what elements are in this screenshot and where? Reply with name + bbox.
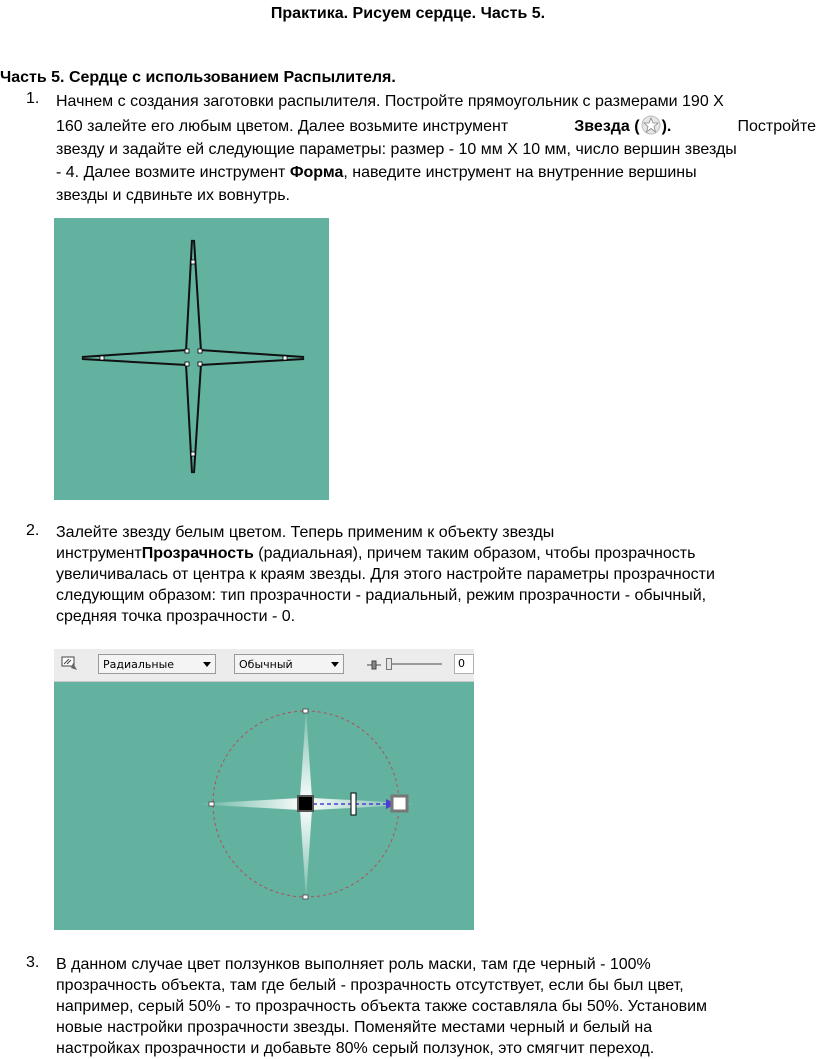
midpoint-slider-icon	[366, 658, 382, 670]
transparency-mode-value: Обычный	[239, 658, 293, 671]
text-line: новые настройки прозрачности звезды. Поменяйте местами черный и белый на	[56, 1019, 653, 1036]
text-line: Постройте	[737, 118, 816, 135]
transparency-preview	[54, 682, 474, 930]
list-number: 3.	[26, 954, 40, 971]
text-line: звезду и задайте ей следующие параметры: размер - 10 мм Х 10 мм, число вершин звезды	[56, 141, 737, 158]
node-handle	[198, 362, 202, 366]
midpoint-value: 0	[458, 657, 465, 670]
figure-transparency-canvas	[54, 682, 474, 930]
item-3-text	[56, 954, 816, 1059]
section-heading: Часть 5. Сердце с использованием Распылителя.	[0, 69, 396, 86]
node-handle	[185, 362, 189, 366]
text-line: увеличивалась от центра к краям звезды. Для этого настройте параметры прозрачности	[56, 566, 715, 583]
item-1-text	[56, 90, 816, 207]
start-color-handle[interactable]	[298, 796, 313, 811]
text-line: настройках прозрачности и добавьте 80% серый ползунок, это смягчит переход.	[56, 1040, 655, 1057]
tool-name-transparency: Прозрачность	[141, 545, 254, 562]
node-handle	[283, 356, 287, 360]
text-line: средняя точка прозрачности - 0.	[56, 608, 296, 625]
node-handle	[185, 349, 189, 353]
text-line: например, серый 50% - то прозрачность объекта также составляла бы 50%. Установим	[56, 998, 708, 1015]
text-line: инструмент	[56, 545, 142, 562]
node-handle	[191, 452, 195, 456]
end-color-handle[interactable]	[392, 796, 407, 811]
text-line: следующим образом: тип прозрачности - радиальный, режим прозрачности - обычный,	[56, 587, 707, 604]
list-number: 2.	[26, 522, 40, 539]
text-line: 160 залейте его любым цветом. Далее возьмите инструмент	[56, 118, 509, 135]
star-tool-icon	[640, 115, 662, 135]
page-title: Практика. Рисуем сердце. Часть 5.	[270, 5, 546, 22]
transparency-type-value: Радиальные	[103, 658, 175, 671]
text-line: - 4. Далее возмите инструмент	[56, 164, 286, 181]
node-handle	[303, 709, 308, 713]
text-line	[56, 522, 816, 543]
star-shape	[54, 218, 329, 500]
text-line: (радиальная), причем таким образом, чтобы прозрачность	[253, 545, 696, 562]
tool-name-star: Звезда (	[574, 118, 640, 135]
text-line: Начнем с создания заготовки распылителя. Постройте прямоугольник с размерами 190 Х	[56, 93, 724, 110]
text-line: Залейте звезду белым цветом. Теперь применим к объекту звезды	[56, 524, 555, 541]
slider-thumb[interactable]	[386, 658, 392, 670]
tool-name-shape: Форма	[289, 164, 344, 181]
midpoint-slider[interactable]	[386, 658, 442, 670]
node-handle	[100, 356, 104, 360]
text-line: , наведите инструмент на внутренние вершины	[343, 164, 697, 181]
item-2-text	[56, 522, 816, 627]
node-handle	[198, 349, 202, 353]
node-handle	[303, 895, 308, 899]
text-line: звезды и сдвиньте их вовнутрь.	[56, 187, 290, 204]
node-handle	[191, 260, 195, 264]
figure-star-canvas	[54, 218, 329, 500]
text-line: прозрачность объекта, там где белый - прозрачность отсутствует, если бы был цвет,	[56, 977, 684, 994]
tool-name-star-close: ).	[661, 118, 672, 135]
transparency-mode-select[interactable]	[234, 654, 344, 674]
transparency-type-select[interactable]	[98, 654, 216, 674]
transparency-toolbar	[54, 649, 474, 682]
midpoint-value-field[interactable]	[454, 654, 474, 674]
transparency-tool-icon[interactable]	[60, 655, 80, 673]
chevron-down-icon	[203, 662, 211, 667]
chevron-down-icon	[331, 662, 339, 667]
list-number: 1.	[26, 90, 40, 107]
node-handle	[209, 802, 214, 806]
midpoint-handle[interactable]	[351, 793, 356, 815]
text-line: В данном случае цвет ползунков выполняет роль маски, там где черный - 100%	[56, 956, 651, 973]
